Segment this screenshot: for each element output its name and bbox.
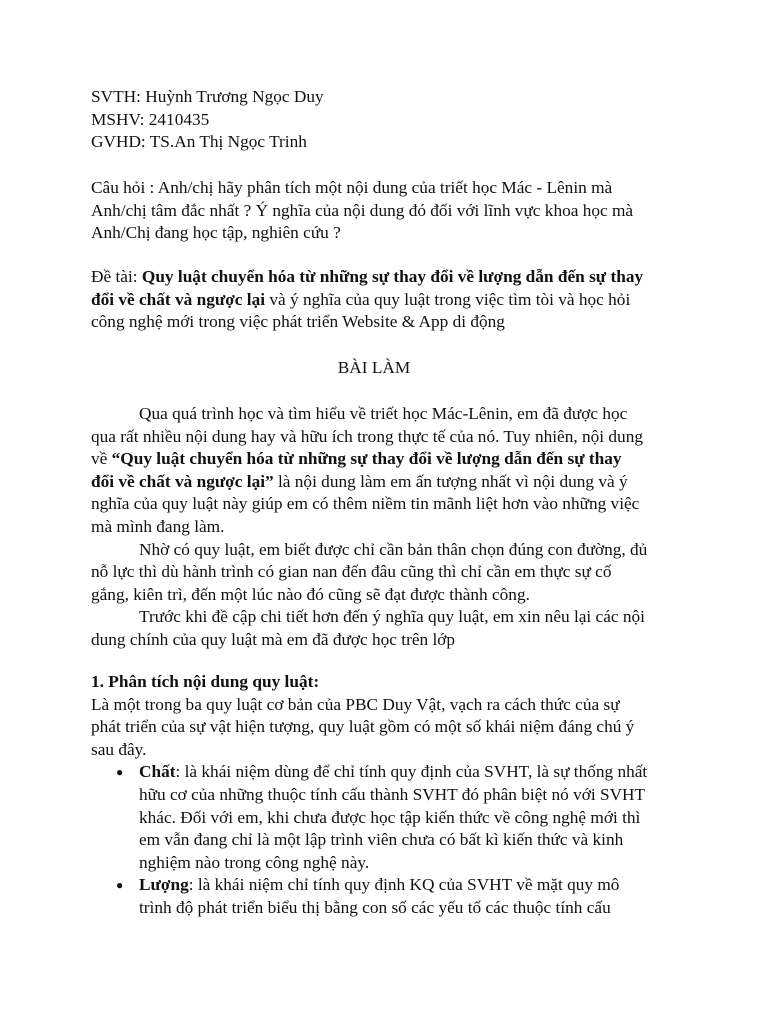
paragraph-line: gắng, kiên trì, đến một lúc nào đó cũng sẽ đạt được thành công. [91,584,530,604]
student-name: SVTH: Huỳnh Trương Ngọc Duy [91,87,324,106]
section-heading [91,671,681,694]
intro-paragraphs [91,403,681,652]
topic-line [91,266,681,289]
paragraph-line: nghĩa của quy luật này giúp em có thêm niềm tin mãnh liệt hơn vào những việc [91,494,640,514]
paragraph-line: dung chính của quy luật mà em đã được học trên lớp [91,629,456,649]
topic-label: Đề tài: [91,267,142,286]
topic-title-bold: đổi về chất và ngược lại [91,289,266,309]
concept-term: Chất [139,762,176,782]
bullet-line [139,761,681,784]
topic-line: công nghệ mới trong việc phát triển Website & App di động [91,312,505,332]
section-title: BÀI LÀM [337,358,411,377]
concept-text: : là khái niệm chỉ tính quy định KQ của SVHT về mặt quy mô [188,875,620,895]
bullet-line: trình độ phát triển biểu thị bằng con số các yếu tố các thuộc tính cấu [139,897,611,917]
bullet-line [139,874,681,897]
question-line: Câu hỏi : Anh/chị hãy phân tích một nội dung của triết học Mác - Lênin mà [91,178,613,197]
section-line: sau đây. [91,739,147,759]
topic-line [91,289,681,312]
question-line: Anh/Chị đang học tập, nghiên cứu ? [91,223,341,243]
topic [91,266,681,334]
section-1 [91,671,681,920]
student-id: MSHV: 2410435 [91,109,210,129]
law-name-bold: đổi về chất và ngược lại” [91,471,274,491]
concept-list [91,761,681,919]
question [91,177,681,245]
bullet-icon: ● [116,765,124,780]
section-line: phát triển của sự vật hiện tượng, quy luật gồm có một số khái niệm đáng chú ý [91,717,635,737]
paragraph-line: Qua quá trình học và tìm hiểu về triết học Mác-Lênin, em đã được học [139,404,628,423]
paragraph-line: nỗ lực thì dù hành trình có gian nan đến đâu cũng thì chỉ cần em thực sự cố [91,562,612,582]
bullet-icon: ● [116,878,124,893]
paragraph-line: Nhờ có quy luật, em biết được chỉ cần bản thân chọn đúng con đường, đủ [139,539,648,559]
paragraph-line [91,471,681,494]
law-name-bold: “Quy luật chuyển hóa từ những sự thay đổi về lượng dẫn đến sự thay [111,449,622,469]
advisor-name: GVHD: TS.An Thị Ngọc Trinh [91,132,307,152]
paragraph-line: mà mình đang làm. [91,516,225,536]
bullet-line: em vẫn đang chỉ là một lập trình viên chưa có bất kì kiến thức và kinh [139,830,624,850]
list-item [91,874,681,919]
bullet-line: khác. Đối với em, khi chưa được học tập kiến thức về công nghệ mới thì [139,807,641,827]
concept-term: Lượng [139,875,189,895]
header-info [91,86,681,154]
section-heading-text: 1. Phân tích nội dung quy luật: [91,672,320,691]
list-item [91,761,681,874]
topic-title-bold: Quy luật chuyển hóa từ những sự thay đổi về lượng dẫn đến sự thay [141,267,644,286]
paragraph-text: là nội dung làm em ấn tượng nhất vì nội dung và ý [273,471,628,491]
paragraph-line [91,448,681,471]
bullet-line: hữu cơ của những thuộc tính cấu thành SVHT đó phân biệt nó với SVHT [139,784,646,804]
topic-text: và ý nghĩa của quy luật trong việc tìm tòi và học hỏi [265,289,631,309]
paragraph-line: Trước khi đề cập chi tiết hơn đến ý nghĩa quy luật, em xin nêu lại các nội [139,607,645,627]
paragraph-line: qua rất nhiều nội dung hay và hữu ích trong thực tế của nó. Tuy nhiên, nội dung [91,426,643,446]
concept-text: : là khái niệm dùng để chỉ tính quy định của SVHT, là sự thống nhất [175,762,648,782]
question-line: Anh/chị tâm đắc nhất ? Ý nghĩa của nội dung đó đối với lĩnh vực khoa học mà [91,200,634,220]
bullet-line: nghiệm nào trong công nghệ này. [139,852,370,872]
section-line: Là một trong ba quy luật cơ bản của PBC Duy Vật, vạch ra cách thức của sự [91,694,620,714]
paragraph-text: về [91,449,112,469]
